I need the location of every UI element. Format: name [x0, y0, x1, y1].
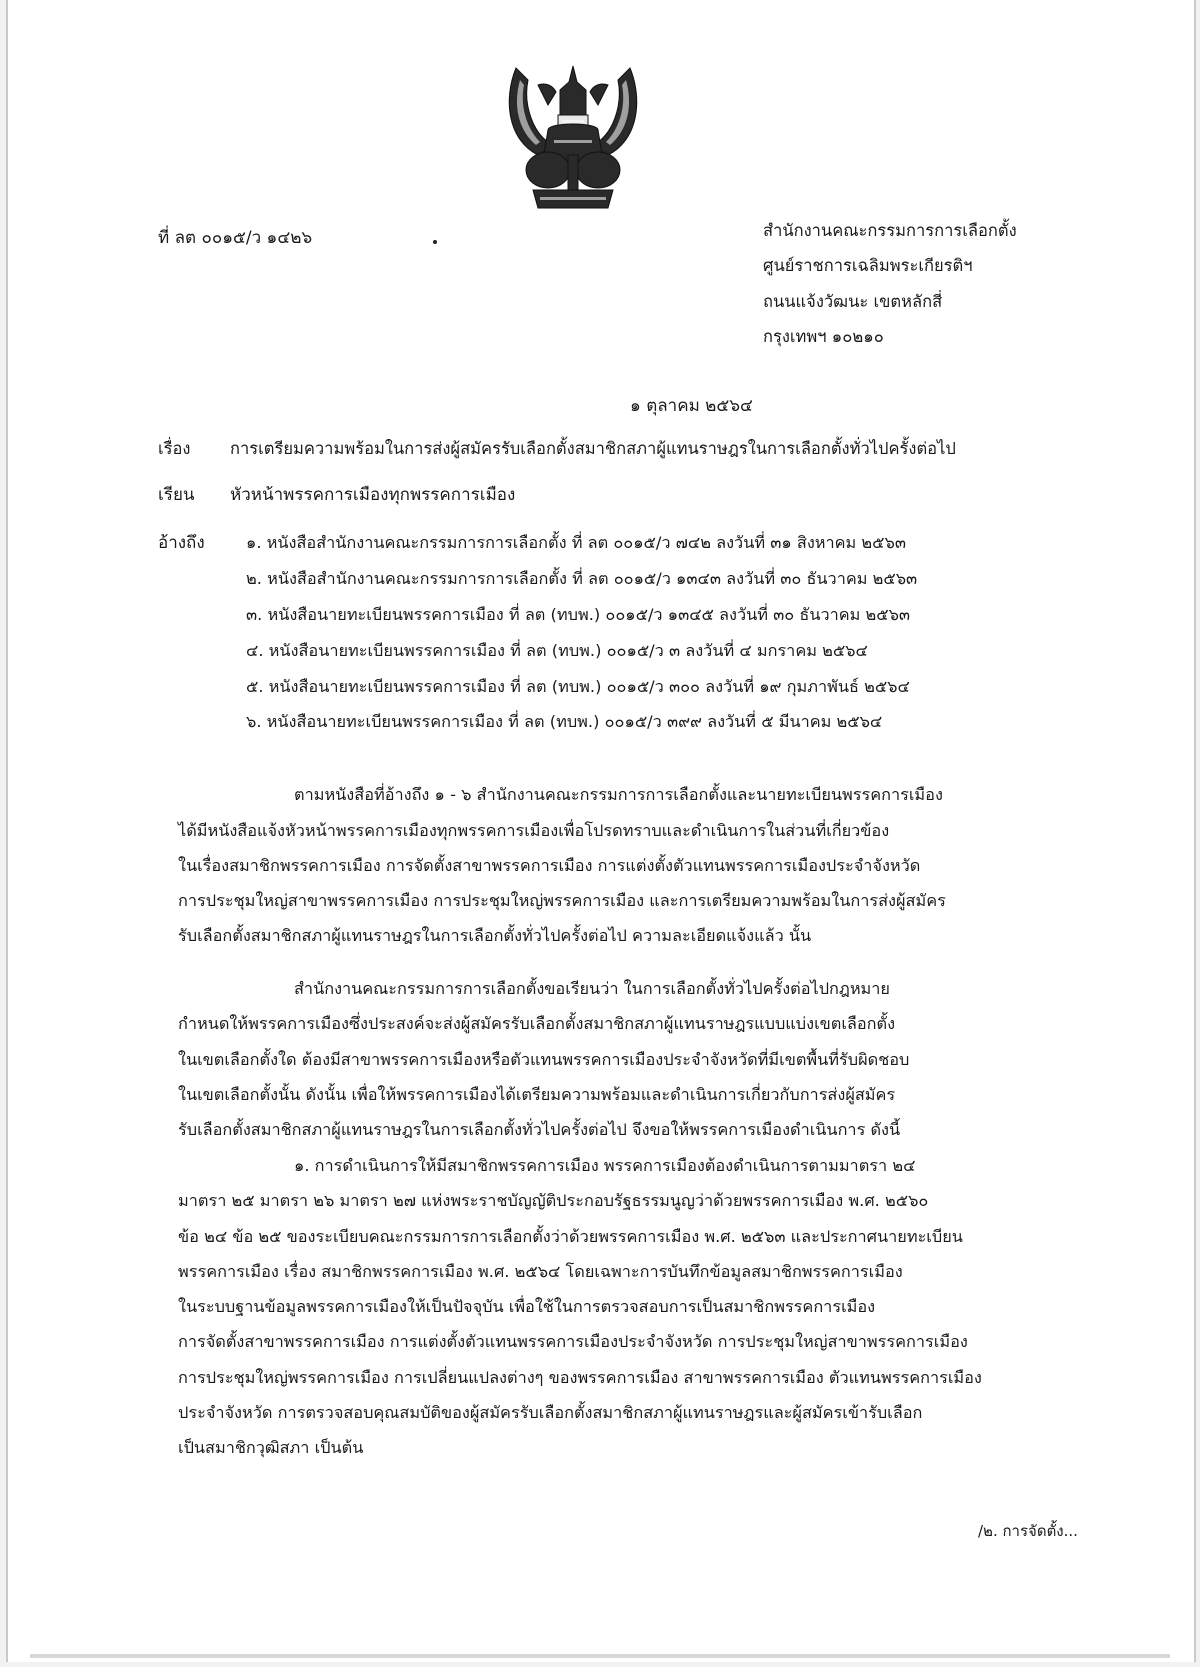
sender-address-line-1: สำนักงานคณะกรรมการการเลือกตั้ง — [763, 221, 1017, 240]
paragraph-3-line: ข้อ ๒๔ ข้อ ๒๕ ของระเบียบคณะกรรมการการเลือกตั้งว่าด้วยพรรคการเมือง พ.ศ. ๒๕๖๓ และประกาศนายทะเบียน — [178, 1227, 963, 1246]
paragraph-2-line: ในเขตเลือกตั้งนั้น ดังนั้น เพื่อให้พรรคการเมืองได้เตรียมความพร้อมและดำเนินการเกี่ยวกับการส่งผู้สมัคร — [178, 1085, 896, 1104]
paragraph-1-line: ตามหนังสือที่อ้างถึง ๑ - ๖ สำนักงานคณะกรรมการการเลือกตั้งและนายทะเบียนพรรคการเมือง — [294, 785, 943, 804]
reference-item: ๔. หนังสือนายทะเบียนพรรคการเมือง ที่ ลต (ทบพ.) ๐๐๑๕/ว ๓ ลงวันที่ ๔ มกราคม ๒๕๖๔ — [246, 641, 868, 660]
mark-dot — [433, 240, 437, 244]
paragraph-2-line: รับเลือกตั้งสมาชิกสภาผู้แทนราษฎรในการเลือกตั้งทั่วไปครั้งต่อไป จึงขอให้พรรคการเมืองดำเนินการ ดังนี้ — [178, 1120, 901, 1139]
reference-item: ๕. หนังสือนายทะเบียนพรรคการเมือง ที่ ลต (ทบพ.) ๐๐๑๕/ว ๓๐๐ ลงวันที่ ๑๙ กุมภาพันธ์ ๒๕๖๔ — [246, 677, 910, 696]
paragraph-3-line: เป็นสมาชิกวุฒิสภา เป็นต้น — [178, 1438, 364, 1457]
reference-item: ๖. หนังสือนายทะเบียนพรรคการเมือง ที่ ลต (ทบพ.) ๐๐๑๕/ว ๓๙๙ ลงวันที่ ๕ มีนาคม ๒๕๖๔ — [246, 712, 883, 731]
paragraph-1-line: การประชุมใหญ่สาขาพรรคการเมือง การประชุมใหญ่พรรคการเมือง และการเตรียมความพร้อมในการส่งผู้สมัคร — [178, 891, 946, 910]
paragraph-1-line: ได้มีหนังสือแจ้งหัวหน้าพรรคการเมืองทุกพรรคการเมืองเพื่อโปรดทราบและดำเนินการในส่วนที่เกี่ยวข้อง — [178, 821, 890, 840]
sender-address-line-2: ศูนย์ราชการเฉลิมพระเกียรติฯ — [763, 256, 973, 275]
paragraph-3-line: ในระบบฐานข้อมูลพรรคการเมืองให้เป็นปัจจุบัน เพื่อใช้ในการตรวจสอบการเป็นสมาชิกพรรคการเมือง — [178, 1297, 876, 1316]
document-number: ที่ ลต ๐๐๑๕/ว ๑๔๒๖ — [158, 228, 313, 248]
sender-address-line-4: กรุงเทพฯ ๑๐๒๑๐ — [763, 327, 884, 346]
letter-date: ๑ ตุลาคม ๒๕๖๔ — [630, 396, 753, 416]
reference-item: ๑. หนังสือสำนักงานคณะกรรมการการเลือกตั้ง ที่ ลต ๐๐๑๕/ว ๗๔๒ ลงวันที่ ๓๑ สิงหาคม ๒๕๖๓ — [246, 533, 906, 552]
paragraph-3-line: ๑. การดำเนินการให้มีสมาชิกพรรคการเมือง พรรคการเมืองต้องดำเนินการตามมาตรา ๒๔ — [294, 1156, 916, 1175]
paragraph-1-line: รับเลือกตั้งสมาชิกสภาผู้แทนราษฎรในการเลือกตั้งทั่วไปครั้งต่อไป ความละเอียดแจ้งแล้ว นั้น — [178, 926, 812, 945]
continuation-note: /๒. การจัดตั้ง... — [978, 1522, 1078, 1540]
references-label: อ้างถึง — [158, 533, 205, 553]
reference-item: ๒. หนังสือสำนักงานคณะกรรมการการเลือกตั้ง ที่ ลต ๐๐๑๕/ว ๑๓๔๓ ลงวันที่ ๓๐ ธันวาคม ๒๕๖๓ — [246, 569, 918, 588]
garuda-emblem-icon — [498, 60, 648, 215]
paragraph-1-line: ในเรื่องสมาชิกพรรคการเมือง การจัดตั้งสาขาพรรคการเมือง การแต่งตั้งตัวแทนพรรคการเมืองประจำจังหวัด — [178, 856, 921, 875]
paragraph-3-line: มาตรา ๒๕ มาตรา ๒๖ มาตรา ๒๗ แห่งพระราชบัญญัติประกอบรัฐธรรมนูญว่าด้วยพรรคการเมือง พ.ศ. ๒๕๖๐ — [178, 1191, 929, 1210]
subject-label: เรื่อง — [158, 439, 191, 458]
page-bottom-edge — [30, 1654, 1170, 1658]
subject-text: การเตรียมความพร้อมในการส่งผู้สมัครรับเลือกตั้งสมาชิกสภาผู้แทนราษฎรในการเลือกตั้งทั่วไปครั้งต่อไป — [230, 439, 956, 458]
document-page — [6, 0, 1196, 1662]
paragraph-3-line: การประชุมใหญ่พรรคการเมือง การเปลี่ยนแปลงต่างๆ ของพรรคการเมือง สาขาพรรคการเมือง ตัวแทนพรรคการเมือง — [178, 1368, 982, 1387]
paragraph-2-line: สำนักงานคณะกรรมการการเลือกตั้งขอเรียนว่า ในการเลือกตั้งทั่วไปครั้งต่อไปกฎหมาย — [294, 979, 890, 998]
sender-address-line-3: ถนนแจ้งวัฒนะ เขตหลักสี่ — [763, 292, 943, 311]
reference-item: ๓. หนังสือนายทะเบียนพรรคการเมือง ที่ ลต (ทบพ.) ๐๐๑๕/ว ๑๓๔๕ ลงวันที่ ๓๐ ธันวาคม ๒๕๖๓ — [246, 605, 911, 624]
paragraph-2-line: กำหนดให้พรรคการเมืองซึ่งประสงค์จะส่งผู้สมัครรับเลือกตั้งสมาชิกสภาผู้แทนราษฎรแบบแบ่งเขตเลือกตั้ง — [178, 1014, 896, 1033]
to-label: เรียน — [158, 485, 195, 505]
paragraph-2-line: ในเขตเลือกตั้งใด ต้องมีสาขาพรรคการเมืองหรือตัวแทนพรรคการเมืองประจำจังหวัดที่มีเขตพื้นที่รับผิดชอบ — [178, 1050, 910, 1069]
paragraph-3-line: การจัดตั้งสาขาพรรคการเมือง การแต่งตั้งตัวแทนพรรคการเมืองประจำจังหวัด การประชุมใหญ่สาขาพรรคการเมือง — [178, 1332, 968, 1351]
paragraph-3-line: ประจำจังหวัด การตรวจสอบคุณสมบัติของผู้สมัครรับเลือกตั้งสมาชิกสภาผู้แทนราษฎรและผู้สมัครเข้ารับเลือก — [178, 1403, 923, 1422]
to-text: หัวหน้าพรรคการเมืองทุกพรรคการเมือง — [230, 485, 516, 505]
paragraph-3-line: พรรคการเมือง เรื่อง สมาชิกพรรคการเมือง พ.ศ. ๒๕๖๔ โดยเฉพาะการบันทึกข้อมูลสมาชิกพรรคการเมือง — [178, 1262, 903, 1281]
